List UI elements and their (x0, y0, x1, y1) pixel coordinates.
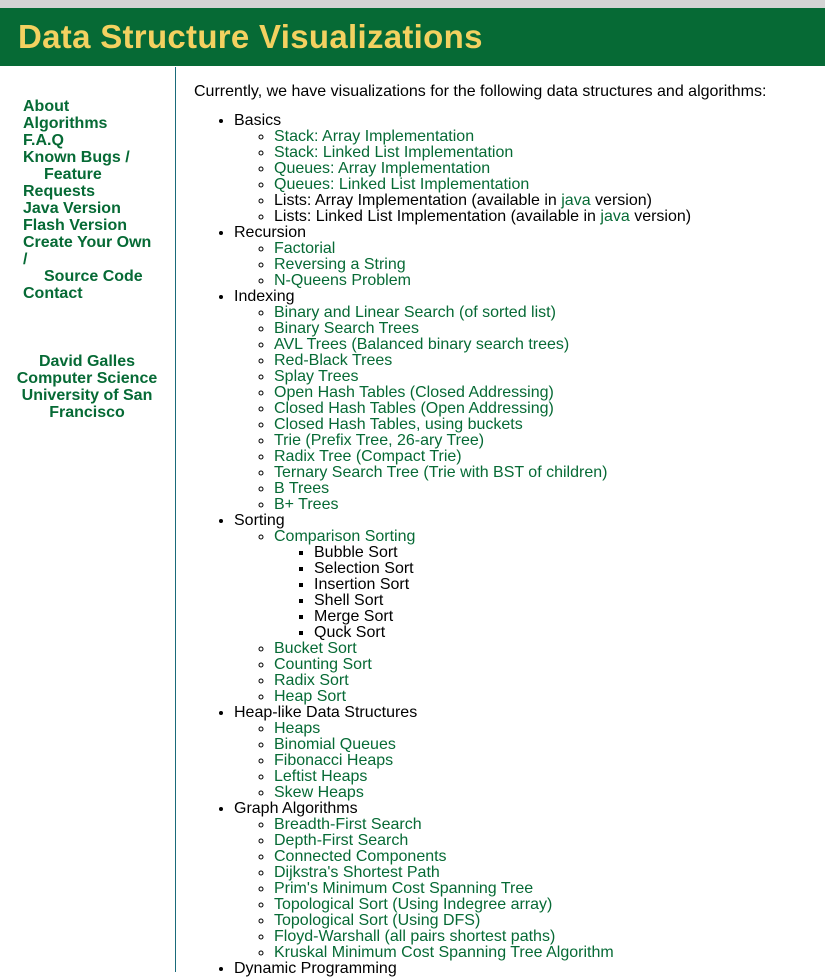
nav-link-java-version[interactable]: Java Version (23, 200, 121, 217)
list-item (274, 321, 819, 337)
list-item (274, 865, 819, 881)
nav-item-create-your-own[interactable] (23, 234, 168, 285)
section-title: Sorting (234, 512, 285, 529)
list-item (274, 337, 819, 353)
visualization-link[interactable]: Heap Sort (274, 688, 347, 705)
visualization-link[interactable]: Open Hash Tables (Closed Addressing) (274, 384, 554, 401)
list-item-text: Lists: Array Implementation (available in (274, 192, 562, 209)
visualization-link[interactable]: Binomial Queues (274, 736, 396, 753)
list-item (274, 449, 819, 465)
visualization-link[interactable]: java (561, 192, 591, 209)
visualization-link[interactable]: Heaps (274, 720, 321, 737)
nav-link-create-line2: / (23, 251, 28, 268)
visualization-link[interactable]: Connected Components (274, 848, 447, 865)
list-item (274, 529, 819, 641)
visualization-link[interactable]: java (600, 208, 630, 225)
intro-text: Currently, we have visualizations for the following data structures and algorithms: (194, 83, 767, 100)
list-item (274, 193, 819, 209)
visualization-link[interactable]: Radix Tree (Compact Trie) (274, 448, 462, 465)
section-sublist (234, 129, 819, 225)
visualization-link[interactable]: Closed Hash Tables (Open Addressing) (274, 400, 554, 417)
list-item (274, 721, 819, 737)
nav-link-flash-version[interactable]: Flash Version (23, 217, 128, 234)
nav-link-contact[interactable]: Contact (23, 285, 83, 302)
list-item (274, 737, 819, 753)
nav-link-create-your-own[interactable] (23, 234, 168, 285)
visualization-link[interactable]: Ternary Search Tree (Trie with BST of children) (274, 464, 608, 481)
visualization-link[interactable]: N-Queens Problem (274, 272, 411, 289)
page-header (0, 8, 825, 66)
list-item (274, 417, 819, 433)
section-sublist (234, 529, 819, 705)
nav-link-known-bugs[interactable] (23, 149, 168, 200)
list-item (274, 913, 819, 929)
page-title: Data Structure Visualizations (18, 18, 483, 55)
sidebar-nav (23, 98, 168, 302)
list-item (274, 849, 819, 865)
visualization-link[interactable]: Breadth-First Search (274, 816, 422, 833)
visualization-link[interactable]: Topological Sort (Using Indegree array) (274, 896, 553, 913)
list-item (274, 145, 819, 161)
author-department: Computer Science (16, 370, 158, 387)
sort-sublist (274, 545, 819, 641)
list-item (274, 161, 819, 177)
section-item (234, 289, 819, 513)
list-item (274, 177, 819, 193)
visualization-link[interactable]: Topological Sort (Using DFS) (274, 912, 481, 929)
list-item (274, 465, 819, 481)
section-title: Dynamic Programming (234, 960, 397, 977)
visualization-link[interactable]: Comparison Sorting (274, 528, 416, 545)
visualization-link[interactable]: Closed Hash Tables, using buckets (274, 416, 523, 433)
list-item (274, 241, 819, 257)
nav-item-java-version[interactable] (23, 200, 168, 217)
list-item (274, 369, 819, 385)
section-sublist (234, 241, 819, 289)
nav-item-known-bugs[interactable] (23, 149, 168, 200)
list-item (274, 497, 819, 513)
nav-link-faq[interactable]: F.A.Q (23, 132, 64, 149)
nav-item-contact[interactable] (23, 285, 168, 302)
section-item (234, 705, 819, 801)
nav-link-known-bugs-line2: Feature (44, 166, 102, 183)
section-item (234, 961, 819, 977)
section-sublist (234, 305, 819, 513)
list-item (274, 641, 819, 657)
list-item (274, 129, 819, 145)
list-item (274, 353, 819, 369)
section-sublist (234, 721, 819, 801)
visualization-link[interactable]: Red-Black Trees (274, 352, 393, 369)
browser-top-edge (0, 0, 825, 8)
visualization-link[interactable]: Fibonacci Heaps (274, 752, 394, 769)
nav-item-about[interactable] (23, 98, 168, 115)
nav-link-about[interactable]: About (23, 98, 70, 115)
list-item (274, 385, 819, 401)
list-item (274, 753, 819, 769)
visualization-link[interactable]: Skew Heaps (274, 784, 364, 801)
visualization-link[interactable]: Factorial (274, 240, 336, 257)
list-item (274, 785, 819, 801)
list-item (274, 881, 819, 897)
nav-link-create-line1: Create Your Own (23, 234, 152, 251)
visualization-link[interactable]: B+ Trees (274, 496, 339, 513)
visualization-link[interactable]: Kruskal Minimum Cost Spanning Tree Algorithm (274, 944, 614, 961)
list-item (274, 673, 819, 689)
visualization-link[interactable]: Binary Search Trees (274, 320, 419, 337)
list-item (274, 209, 819, 225)
nav-link-create-line3: Source Code (44, 268, 143, 285)
author-university-line1: University of San (21, 387, 153, 404)
list-item (274, 817, 819, 833)
visualization-link[interactable]: Queues: Array Implementation (274, 160, 491, 177)
list-item (274, 689, 819, 705)
list-item (274, 929, 819, 945)
list-item-text: version) (590, 192, 652, 209)
sort-algorithm-item: ▪ Quck Sort (314, 625, 819, 641)
visualization-link[interactable]: B Trees (274, 480, 330, 497)
visualization-link[interactable]: Floyd-Warshall (all pairs shortest paths) (274, 928, 556, 945)
author-university-line2: Francisco (49, 404, 125, 421)
section-item (234, 801, 819, 961)
list-item-text: version) (629, 208, 692, 225)
visualization-link[interactable]: Prim's Minimum Cost Spanning Tree (274, 880, 534, 897)
list-item (274, 657, 819, 673)
section-title: Basics (234, 112, 282, 129)
section-item (234, 225, 819, 289)
section-item (234, 113, 819, 225)
section-sublist (234, 817, 819, 961)
main-content (194, 81, 819, 977)
section-title: Recursion (234, 224, 307, 241)
nav-link-known-bugs-line3: Requests (23, 183, 96, 200)
sort-algorithm-item: ▪ Bubble Sort (314, 545, 819, 561)
section-item (234, 513, 819, 705)
author-name: David Galles (38, 353, 136, 370)
list-item (274, 433, 819, 449)
nav-item-flash-version[interactable] (23, 217, 168, 234)
section-title: Heap-like Data Structures (234, 704, 418, 721)
nav-item-faq[interactable] (23, 132, 168, 149)
visualization-link[interactable]: Radix Sort (274, 672, 349, 689)
list-item (274, 481, 819, 497)
section-title: Indexing (234, 288, 295, 305)
list-item (274, 833, 819, 849)
visualization-link[interactable]: Leftist Heaps (274, 768, 368, 785)
visualization-link[interactable]: Stack: Array Implementation (274, 128, 475, 145)
nav-link-algorithms[interactable]: Algorithms (23, 115, 108, 132)
list-item (274, 257, 819, 273)
visualization-link[interactable]: Dijkstra's Shortest Path (274, 864, 440, 881)
visualization-link[interactable]: Reversing a String (274, 256, 406, 273)
visualization-link[interactable]: Depth-First Search (274, 832, 409, 849)
sort-algorithm-item: ▪ Merge Sort (314, 609, 819, 625)
visualization-link[interactable]: AVL Trees (Balanced binary search trees) (274, 336, 570, 353)
list-item (274, 273, 819, 289)
list-item (274, 401, 819, 417)
list-item (274, 769, 819, 785)
sort-algorithm-item: ▪ Selection Sort (314, 561, 819, 577)
section-list (194, 113, 819, 977)
sidebar (0, 67, 176, 972)
author-block (0, 353, 174, 421)
section-title: Graph Algorithms (234, 800, 358, 817)
nav-link-known-bugs-line1: Known Bugs / (23, 149, 130, 166)
sort-algorithm-item: ▪ Shell Sort (314, 593, 819, 609)
visualization-link[interactable]: Binary and Linear Search (of sorted list) (274, 304, 556, 321)
list-item (274, 945, 819, 961)
list-item (274, 305, 819, 321)
visualization-link[interactable]: Splay Trees (274, 368, 359, 385)
visualization-link[interactable]: Stack: Linked List Implementation (274, 144, 514, 161)
visualization-link[interactable]: Bucket Sort (274, 640, 357, 657)
visualization-link[interactable]: Counting Sort (274, 656, 372, 673)
visualization-link[interactable]: Trie (Prefix Tree, 26-ary Tree) (274, 432, 485, 449)
sort-algorithm-item: ▪ Insertion Sort (314, 577, 819, 593)
list-item (274, 897, 819, 913)
list-item-text: Lists: Linked List Implementation (available in (274, 208, 601, 225)
visualization-link[interactable]: Queues: Linked List Implementation (274, 176, 530, 193)
nav-item-algorithms[interactable] (23, 115, 168, 132)
